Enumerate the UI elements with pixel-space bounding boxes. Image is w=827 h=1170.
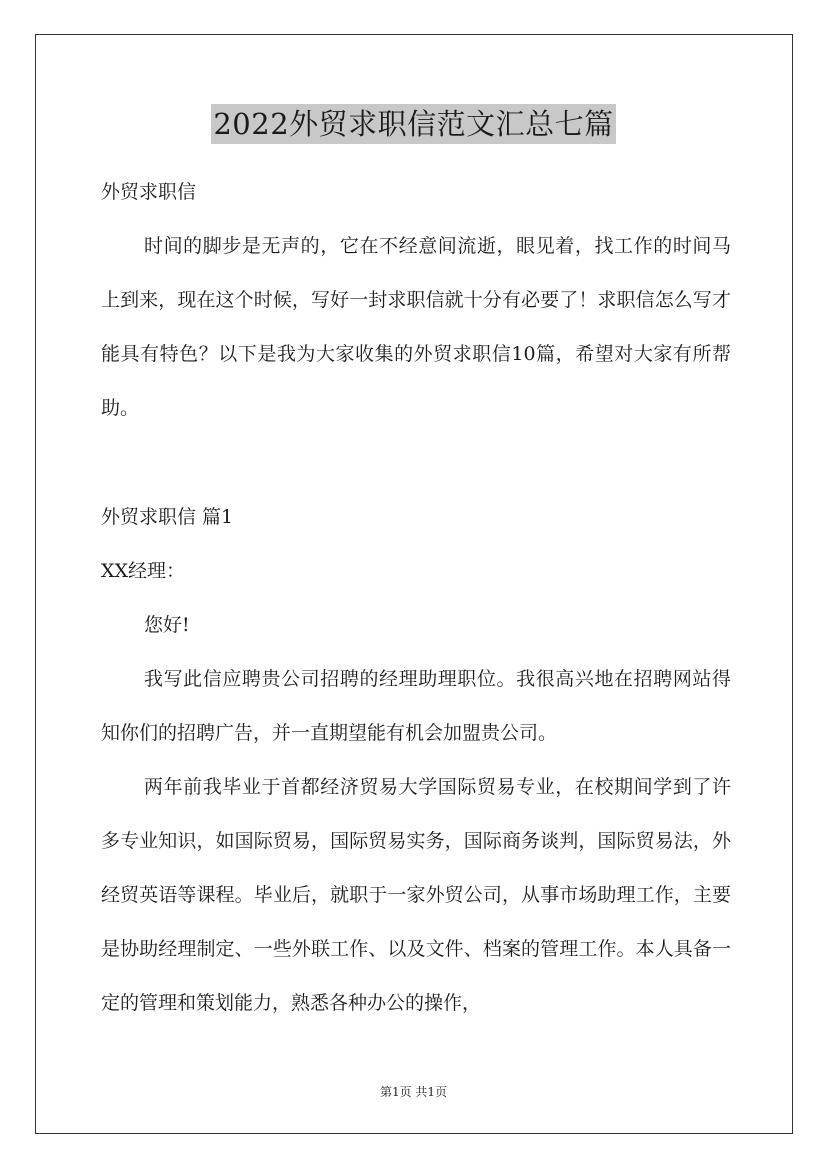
- salutation: XX经理：: [101, 560, 186, 582]
- title-container: [0, 104, 827, 144]
- section-title: 外贸求职信 篇1: [101, 506, 234, 528]
- paragraph-background: 两年前我毕业于首都经济贸易大学国际贸易专业，在校期间学到了许多专业知识，如国际贸易，国际贸易实务，国际商务谈判，国际贸易法，外经贸英语等课程。毕业后，就职于一家外贸公司，从事市场助理工作，主要是协助经理制定、一些外联工作、以及文件、档案的管理工作。本人具备一定的管理和策划能力，熟悉各种办公的操作，: [101, 776, 731, 1014]
- intro-paragraph: 时间的脚步是无声的，它在不经意间流逝，眼见着，找工作的时间马上到来，现在这个时候，写好一封求职信就十分有必要了！求职信怎么写才能具有特色？以下是我为大家收集的外贸求职信10篇，希望对大家有所帮助。: [101, 235, 731, 419]
- page-title: 2022外贸求职信范文汇总七篇: [211, 104, 615, 144]
- page-footer: 第1页 共1页: [379, 1085, 448, 1099]
- paragraph-application: 我写此信应聘贵公司招聘的经理助理职位。我很高兴地在招聘网站得知你们的招聘广告，并一直期望能有机会加盟贵公司。: [101, 668, 731, 744]
- greeting: 您好!: [144, 614, 190, 636]
- heading-foreign-trade-letter: 外贸求职信: [101, 181, 197, 203]
